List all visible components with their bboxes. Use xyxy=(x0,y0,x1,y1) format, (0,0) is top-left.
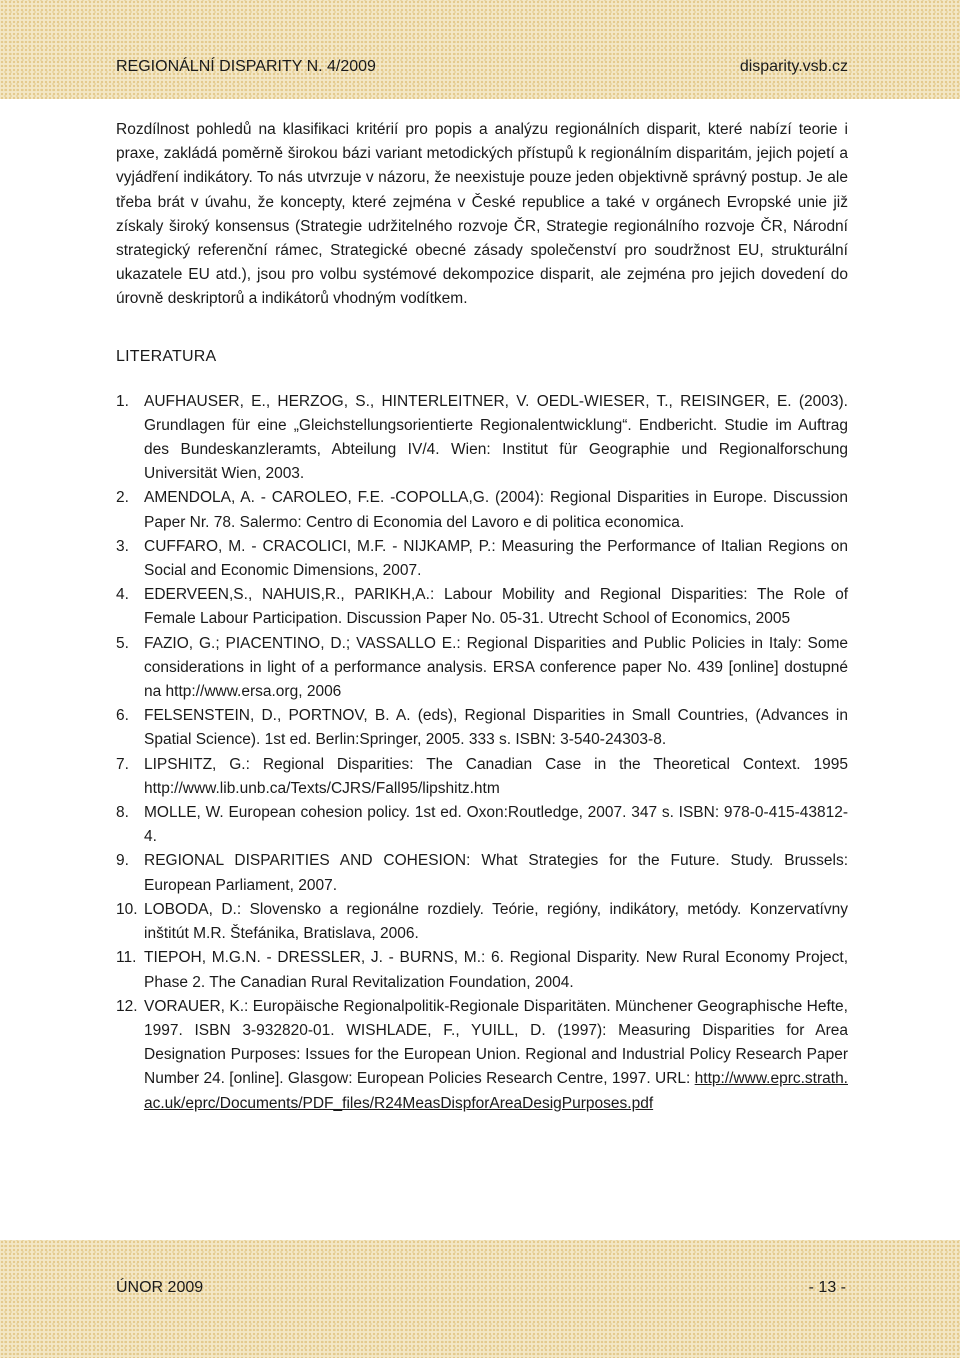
reference-item xyxy=(116,390,848,487)
reference-number: 2. xyxy=(116,489,129,507)
reference-number: 1. xyxy=(116,392,129,410)
reference-item xyxy=(116,898,848,946)
header-band xyxy=(0,0,960,99)
reference-number: 11. xyxy=(116,949,137,967)
reference-text xyxy=(144,995,848,1116)
reference-item xyxy=(116,946,848,994)
journal-title: REGIONÁLNÍ DISPARITY N. 4/2009 xyxy=(116,58,376,75)
reference-number: 5. xyxy=(116,634,129,652)
literature-heading: LITERATURA xyxy=(116,347,217,365)
reference-text: FELSENSTEIN, D., PORTNOV, B. A. (eds), Regional Disparities in Small Countries, (Advances in Spatial Science). 1st ed. Berlin:Springer, 2005. 333 s. ISBN: 3-540-24303-8. xyxy=(144,707,848,749)
reference-item xyxy=(116,535,848,583)
reference-number: 12. xyxy=(116,997,138,1015)
reference-text: TIEPOH, M.G.N. - DRESSLER, J. - BURNS, M.: 6. Regional Disparity. New Rural Economy Project, Phase 2. The Canadian Rural Revitalization Foundation, 2004. xyxy=(144,949,848,991)
reference-text: REGIONAL DISPARITIES AND COHESION: What Strategies for the Future. Study. Brussels: European Parliament, 2007. xyxy=(144,852,848,894)
reference-number: 8. xyxy=(116,804,129,822)
reference-body: VORAUER, K.: Europäische Regionalpolitik-Regionale Disparitäten. Münchener Geographische Hefte, 1997. ISBN 3-932820-01. WISHLADE, F., YUILL, D. (1997): Measuring Disparities for Area Designation Purposes: Issues for the European Union. Regional and Industrial Policy Research Paper Number 24. [online]. Glasgow: European Policies Research Centre, 1997. URL: xyxy=(144,997,848,1088)
issue-date: ÚNOR 2009 xyxy=(116,1279,204,1296)
reference-item xyxy=(116,753,848,801)
reference-item xyxy=(116,632,848,705)
reference-number: 7. xyxy=(116,755,129,773)
reference-list xyxy=(116,390,848,1116)
reference-text: AUFHAUSER, E., HERZOG, S., HINTERLEITNER, V. OEDL-WIESER, T., REISINGER, E. (2003). Grundlagen für eine „Gleichstellungsorientierte Regionalentwicklung“. Endbericht. Studie im Auftrag des Bundeskanzleramts, Abteilung IV/4. Wien: Institut für Geographie und Regionalforschung Universität Wien, 2003. xyxy=(144,392,848,483)
site-link[interactable]: disparity.vsb.cz xyxy=(739,58,848,75)
reference-item xyxy=(116,801,848,849)
body-paragraph: Rozdílnost pohledů na klasifikaci kritérií pro popis a analýzu regionálních disparit, které nabízí teorie i praxe, zakládá poměrně širokou bázi variant metodických přístupů k regionálním disparitám, jejich pojetí a vyjádření indikátory. To nás utvrzuje v názoru, že neexistuje pouze jeden objektivně správný postup. Je ale třeba brát v úvahu, že koncepty, které zejména v České republice a také v orgánech Evropské unie již získaly široký konsensus (Strategie udržitelného rozvoje ČR, Strategie regionálního rozvoje ČR, Národní strategický referenční rámec, Strategické obecné zásady společenství pro soudržnost EU, strukturální ukazatele EU atd.), jsou pro volbu systémové dekompozice disparit, ale zejména pro jejich dovedení do úrovně deskriptorů a indikátorů vhodným vodítkem. xyxy=(116,121,848,308)
footer-band xyxy=(0,1240,960,1358)
reference-text: MOLLE, W. European cohesion policy. 1st ed. Oxon:Routledge, 2007. 347 s. ISBN: 978-0-415-43812-4. xyxy=(144,804,848,846)
reference-text: LIPSHITZ, G.: Regional Disparities: The Canadian Case in the Theoretical Context. 1995 http://www.lib.unb.ca/Texts/CJRS/Fall95/lipshitz.htm xyxy=(144,755,848,797)
reference-number: 6. xyxy=(116,707,129,725)
reference-number: 3. xyxy=(116,537,129,555)
reference-text: FAZIO, G.; PIACENTINO, D.; VASSALLO E.: Regional Disparities and Public Policies in Italy: Some considerations in light of a performance analysis. ERSA conference paper No. 439 [online] dostupné na http://www.ersa.org, 2006 xyxy=(144,634,848,701)
reference-item xyxy=(116,486,848,534)
page-content xyxy=(116,118,848,1116)
reference-item xyxy=(116,583,848,631)
reference-text: EDERVEEN,S., NAHUIS,R., PARIKH,A.: Labour Mobility and Regional Disparities: The Role of Female Labour Participation. Discussion Paper No. 05-31. Utrecht School of Economics, 2005 xyxy=(144,586,848,628)
reference-number: 10. xyxy=(116,900,138,918)
reference-url-link[interactable]: http://www.eprc.strath.ac.uk/eprc/Documents/PDF_files/R24MeasDispforAreaDesigPurposes.pdf xyxy=(144,1070,848,1112)
reference-item xyxy=(116,995,848,1116)
reference-text: CUFFARO, M. - CRACOLICI, M.F. - NIJKAMP, P.: Measuring the Performance of Italian Regions on Social and Economic Dimensions, 2007. xyxy=(144,537,848,580)
reference-item xyxy=(116,849,848,897)
reference-number: 4. xyxy=(116,586,129,604)
reference-number: 9. xyxy=(116,852,129,870)
page-number: - 13 - xyxy=(808,1279,846,1296)
reference-text: LOBODA, D.: Slovensko a regionálne rozdiely. Teórie, regióny, indikátory, metódy. Konzervatívny inštitút M.R. Štefánika, Bratislava, 2006. xyxy=(144,900,848,943)
reference-item xyxy=(116,704,848,752)
reference-text: AMENDOLA, A. - CAROLEO, F.E. -COPOLLA,G. (2004): Regional Disparities in Europe. Discussion Paper Nr. 78. Salermo: Centro di Economia del Lavoro e di politica economica. xyxy=(144,489,848,531)
